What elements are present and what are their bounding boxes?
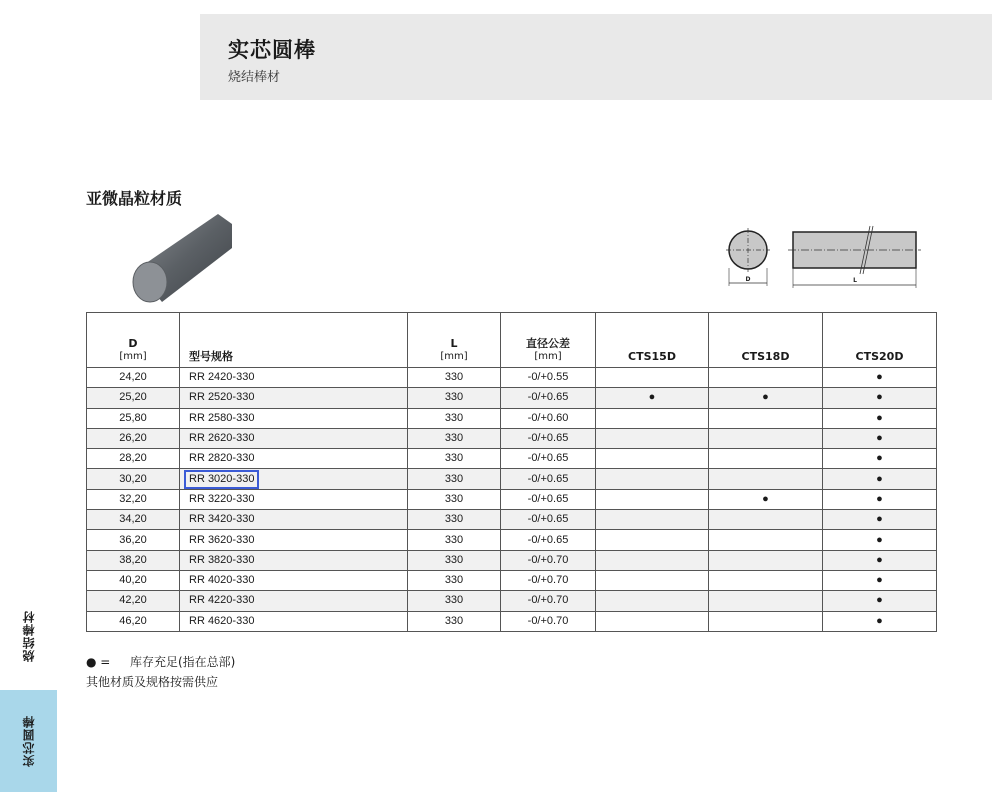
cell-cts18d bbox=[709, 530, 823, 550]
cell-cts15d bbox=[596, 469, 709, 489]
side-tab-sintered-rods[interactable] bbox=[0, 590, 57, 682]
cell-tolerance: -0/+0.65 bbox=[501, 388, 596, 408]
cell-d: 25,80 bbox=[87, 408, 180, 428]
cell-l: 330 bbox=[408, 469, 501, 489]
cell-l: 330 bbox=[408, 388, 501, 408]
col-header-model: 型号规格 bbox=[180, 313, 408, 368]
table-row bbox=[87, 550, 937, 570]
cell-tolerance: -0/+0.60 bbox=[501, 408, 596, 428]
cell-cts18d bbox=[709, 550, 823, 570]
cell-l: 330 bbox=[408, 550, 501, 570]
cell-model: RR 3820-330 bbox=[180, 550, 408, 570]
cell-cts18d bbox=[709, 591, 823, 611]
cell-cts20d: ● bbox=[823, 611, 937, 631]
cell-l: 330 bbox=[408, 408, 501, 428]
cell-d: 34,20 bbox=[87, 510, 180, 530]
cell-cts18d bbox=[709, 570, 823, 590]
cell-model: RR 2520-330 bbox=[180, 388, 408, 408]
cell-cts20d: ● bbox=[823, 591, 937, 611]
col-header-cts18d: CTS18D bbox=[709, 313, 823, 368]
legend-symbol: ● = bbox=[86, 655, 111, 669]
cell-cts20d: ● bbox=[823, 388, 937, 408]
cell-cts20d: ● bbox=[823, 489, 937, 509]
cell-cts20d: ● bbox=[823, 428, 937, 448]
cell-cts15d bbox=[596, 489, 709, 509]
cell-cts20d: ● bbox=[823, 510, 937, 530]
diagram-label-l: L bbox=[853, 277, 857, 284]
cell-cts18d: ● bbox=[709, 489, 823, 509]
cell-cts15d bbox=[596, 611, 709, 631]
cell-cts15d bbox=[596, 368, 709, 388]
cell-cts18d bbox=[709, 408, 823, 428]
cell-d: 30,20 bbox=[87, 469, 180, 489]
cell-tolerance: -0/+0.70 bbox=[501, 550, 596, 570]
cell-cts20d: ● bbox=[823, 570, 937, 590]
cell-model: RR 3620-330 bbox=[180, 530, 408, 550]
cell-d: 42,20 bbox=[87, 591, 180, 611]
cell-cts15d: ● bbox=[596, 388, 709, 408]
cell-tolerance: -0/+0.65 bbox=[501, 530, 596, 550]
side-tab-label: 实芯圆棒 bbox=[22, 715, 36, 767]
cell-model bbox=[180, 469, 408, 489]
legend-text: 库存充足(指在总部) bbox=[130, 655, 236, 669]
section-title: 亚微晶粒材质 bbox=[86, 189, 183, 208]
cell-cts18d bbox=[709, 510, 823, 530]
side-tab-solid-round-bar[interactable] bbox=[0, 690, 57, 792]
rod-photo bbox=[128, 210, 238, 306]
col-header-cts20d: CTS20D bbox=[823, 313, 937, 368]
spec-table bbox=[86, 312, 937, 632]
cell-model: RR 4020-330 bbox=[180, 570, 408, 590]
legend-note: 其他材质及规格按需供应 bbox=[86, 675, 219, 689]
cell-d: 38,20 bbox=[87, 550, 180, 570]
cell-d: 25,20 bbox=[87, 388, 180, 408]
cell-model: RR 4220-330 bbox=[180, 591, 408, 611]
side-tab-label: 烧结棒材 bbox=[22, 610, 36, 662]
cell-model: RR 3420-330 bbox=[180, 510, 408, 530]
cell-cts15d bbox=[596, 449, 709, 469]
cell-cts18d: ● bbox=[709, 388, 823, 408]
table-row bbox=[87, 530, 937, 550]
cell-l: 330 bbox=[408, 530, 501, 550]
cell-l: 330 bbox=[408, 570, 501, 590]
cell-l: 330 bbox=[408, 591, 501, 611]
page-subtitle: 烧结棒材 bbox=[228, 70, 281, 85]
table-row bbox=[87, 489, 937, 509]
cell-cts15d bbox=[596, 510, 709, 530]
table-row bbox=[87, 428, 937, 448]
col-header-cts15d: CTS15D bbox=[596, 313, 709, 368]
table-row bbox=[87, 591, 937, 611]
cell-cts20d: ● bbox=[823, 469, 937, 489]
cell-l: 330 bbox=[408, 428, 501, 448]
cell-cts18d bbox=[709, 368, 823, 388]
table-row bbox=[87, 469, 937, 489]
cell-l: 330 bbox=[408, 611, 501, 631]
table-row bbox=[87, 611, 937, 631]
cell-cts15d bbox=[596, 570, 709, 590]
selected-model-highlight[interactable]: RR 3020-330 bbox=[184, 470, 259, 489]
table-header-row bbox=[87, 313, 937, 368]
cell-d: 46,20 bbox=[87, 611, 180, 631]
cell-cts18d bbox=[709, 428, 823, 448]
cell-tolerance: -0/+0.65 bbox=[501, 449, 596, 469]
cell-cts18d bbox=[709, 611, 823, 631]
legend bbox=[86, 652, 235, 692]
cell-d: 28,20 bbox=[87, 449, 180, 469]
cell-l: 330 bbox=[408, 510, 501, 530]
cell-model: RR 3220-330 bbox=[180, 489, 408, 509]
col-header-tolerance: 直径公差 [mm] bbox=[501, 313, 596, 368]
cell-cts20d: ● bbox=[823, 550, 937, 570]
header-band bbox=[200, 14, 992, 100]
cell-model: RR 2580-330 bbox=[180, 408, 408, 428]
cell-d: 36,20 bbox=[87, 530, 180, 550]
cell-tolerance: -0/+0.70 bbox=[501, 591, 596, 611]
table-row bbox=[87, 449, 937, 469]
dimension-diagram bbox=[724, 224, 924, 290]
col-header-l: L [mm] bbox=[408, 313, 501, 368]
cell-tolerance: -0/+0.70 bbox=[501, 570, 596, 590]
cell-tolerance: -0/+0.70 bbox=[501, 611, 596, 631]
cell-model: RR 4620-330 bbox=[180, 611, 408, 631]
cell-d: 40,20 bbox=[87, 570, 180, 590]
diagram-label-d: D bbox=[745, 276, 751, 283]
cell-model: RR 2820-330 bbox=[180, 449, 408, 469]
cell-cts18d bbox=[709, 469, 823, 489]
cell-tolerance: -0/+0.65 bbox=[501, 510, 596, 530]
cell-model: RR 2420-330 bbox=[180, 368, 408, 388]
cell-l: 330 bbox=[408, 368, 501, 388]
table-row bbox=[87, 388, 937, 408]
cell-tolerance: -0/+0.55 bbox=[501, 368, 596, 388]
cell-cts15d bbox=[596, 530, 709, 550]
table-row bbox=[87, 510, 937, 530]
table-row bbox=[87, 408, 937, 428]
page-title: 实芯圆棒 bbox=[228, 38, 316, 62]
cell-d: 24,20 bbox=[87, 368, 180, 388]
cell-cts15d bbox=[596, 550, 709, 570]
cell-cts15d bbox=[596, 591, 709, 611]
cell-d: 26,20 bbox=[87, 428, 180, 448]
cell-tolerance: -0/+0.65 bbox=[501, 428, 596, 448]
cell-cts20d: ● bbox=[823, 408, 937, 428]
cell-cts18d bbox=[709, 449, 823, 469]
cell-cts20d: ● bbox=[823, 449, 937, 469]
cell-l: 330 bbox=[408, 489, 501, 509]
cell-cts15d bbox=[596, 428, 709, 448]
cell-cts15d bbox=[596, 408, 709, 428]
cell-cts20d: ● bbox=[823, 368, 937, 388]
table-row bbox=[87, 570, 937, 590]
col-header-d: D [mm] bbox=[87, 313, 180, 368]
cell-cts20d: ● bbox=[823, 530, 937, 550]
cell-tolerance: -0/+0.65 bbox=[501, 469, 596, 489]
cell-tolerance: -0/+0.65 bbox=[501, 489, 596, 509]
cell-model: RR 2620-330 bbox=[180, 428, 408, 448]
cell-d: 32,20 bbox=[87, 489, 180, 509]
table-row bbox=[87, 368, 937, 388]
cell-l: 330 bbox=[408, 449, 501, 469]
